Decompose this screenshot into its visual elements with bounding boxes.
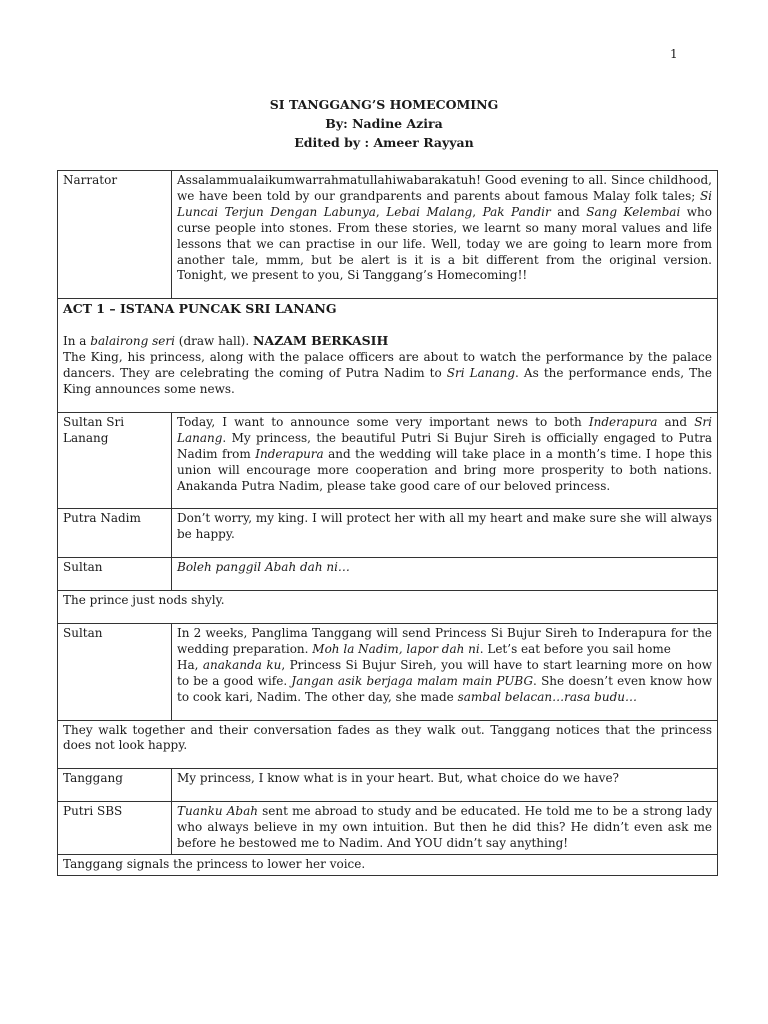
speaker-cell: Narrator: [58, 171, 172, 299]
speaker-cell: Sultan: [58, 624, 172, 721]
script-table: [57, 170, 718, 876]
dialogue-cell: Boleh panggil Abah dah ni…: [172, 558, 718, 591]
script-row-putra-nadim: [58, 509, 718, 558]
page-number: 1: [670, 47, 678, 61]
stage-direction: The prince just nods shyly.: [58, 591, 718, 624]
script-row-sultan: [58, 624, 718, 721]
act-title: ACT 1 – ISTANA PUNCAK SRI LANANG: [63, 301, 337, 317]
dialogue-cell: In 2 weeks, Panglima Tanggang will send Princess Si Bujur Sireh to Inderapura for the wedding preparation. Moh la Nadim, lapor dah ni. Let’s eat before you sail home Ha, anakanda ku, Princess Si Bujur Sireh, you will have to start learning more on how to be a good wife. Jangan asik berjaga malam main PUBG. She doesn’t even know how to cook kari, Nadim. The other day, she made sambal belacan…rasa budu…: [172, 624, 718, 721]
speaker-cell: Sultan: [58, 558, 172, 591]
document-header: [0, 95, 768, 152]
dialogue-cell: Don’t worry, my king. I will protect her with all my heart and make sure she will always be happy.: [172, 509, 718, 558]
speaker-cell: Tanggang: [58, 769, 172, 802]
stage-direction: They walk together and their conversation fades as they walk out. Tanggang notices that the princess does not look happy.: [58, 720, 718, 769]
scene-setting: In a balairong seri (draw hall). NAZAM BERKASIH: [63, 333, 389, 349]
author-line: By: Nadine Azira: [325, 116, 443, 131]
stage-direction-row: [58, 855, 718, 876]
speaker-cell: Putri SBS: [58, 802, 172, 855]
script-row-tanggang: [58, 769, 718, 802]
script-row-sultan: [58, 558, 718, 591]
act-row: [58, 299, 718, 413]
play-title: SI TANGGANG’S HOMECOMING: [269, 97, 499, 112]
stage-direction-row: [58, 720, 718, 769]
act-cell: [58, 299, 718, 413]
dialogue-cell: Today, I want to announce some very important news to both Inderapura and Sri Lanang. My princess, the beautiful Putri Si Bujur Sireh is officially engaged to Putra Nadim from Inderapura and the wedding will take place in a month’s time. I hope this union will encourage more cooperation and bring more prosperity to both nations. Anakanda Putra Nadim, please take good care of our beloved princess.: [172, 412, 718, 509]
speaker-cell: Sultan Sri Lanang: [58, 412, 172, 509]
dialogue-cell: Assalammualaikumwarrahmatullahiwabarakatuh! Good evening to all. Since childhood, we have been told by our grandparents and parents about famous Malay folk tales; Si Luncai Terjun Dengan Labunya, Lebai Malang, Pak Pandir and Sang Kelembai who curse people into stones. From these stories, we learnt so many moral values and life lessons that we can practise in our life. Well, today we are going to learn more from another tale, mmm, but be alert is it is a bit different from the original version. Tonight, we present to you, Si Tanggang’s Homecoming!!: [172, 171, 718, 299]
stage-direction-row: [58, 591, 718, 624]
editor-line: Edited by : Ameer Rayyan: [294, 135, 474, 150]
speaker-cell: Putra Nadim: [58, 509, 172, 558]
script-row-narrator: [58, 171, 718, 299]
scene-description: The King, his princess, along with the palace officers are about to watch the performance by the palace dancers. They are celebrating the coming of Putra Nadim to Sri Lanang. As the performance ends, The King announces some news.: [63, 350, 712, 396]
dialogue-cell: Tuanku Abah sent me abroad to study and be educated. He told me to be a strong lady who always believe in my own intuition. But then he did this? He didn’t even ask me before he bestowed me to Nadim. And YOU didn’t say anything!: [172, 802, 718, 855]
script-row-putri-sbs: [58, 802, 718, 855]
dialogue-cell: My princess, I know what is in your heart. But, what choice do we have?: [172, 769, 718, 802]
script-row-sultan-sri-lanang: [58, 412, 718, 509]
stage-direction: Tanggang signals the princess to lower her voice.: [58, 855, 718, 876]
scene-title: NAZAM BERKASIH: [252, 333, 389, 349]
